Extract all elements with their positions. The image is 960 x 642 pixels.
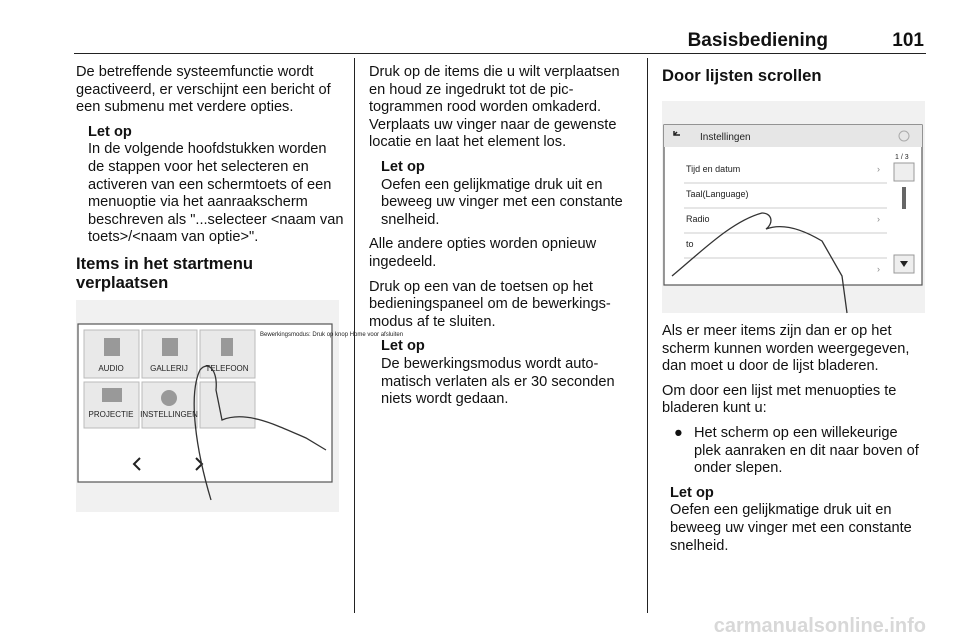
paragraph: Alle andere opties worden opnieuw ingedeeld. xyxy=(369,236,597,270)
tile-label: AUDIO xyxy=(98,363,124,373)
column-1 xyxy=(76,64,404,522)
tile-label: TELEFOON xyxy=(205,363,249,373)
list-item: Tijd en datum xyxy=(686,164,741,174)
column-3 xyxy=(662,64,928,562)
paragraph: De betreffende systeemfunctie wordt geactiveerd, er verschijnt een bericht of een submenu met verdere opties. xyxy=(76,64,331,116)
photo-icon xyxy=(162,338,178,356)
chevron-right-icon: › xyxy=(877,214,880,224)
list-item xyxy=(662,425,928,478)
chevron-right-icon: › xyxy=(877,164,880,174)
bullet-text: Het scherm op een willekeurige plek aanraken en dit naar boven of onder slepen. xyxy=(694,424,919,477)
phone-icon xyxy=(221,338,233,356)
column-divider-2 xyxy=(647,58,648,613)
note-text: De bewerkingsmodus wordt automatisch verlaten als er 30 seconden niets wordt gedaan. xyxy=(381,355,615,408)
note-box xyxy=(381,159,635,229)
chevron-right-icon: › xyxy=(877,264,880,274)
note-text: Oefen een gelijkmatige druk uit en beweeg uw vinger met een constante snelheid. xyxy=(670,502,912,554)
music-icon xyxy=(104,338,120,356)
tile-label: GALLERIJ xyxy=(150,363,188,373)
tile-label: INSTELLINGEN xyxy=(140,409,198,419)
paragraph: Druk op de items die u wilt verplaatsen en houd ze ingedrukt tot de pictogrammen rood worden omkaderd. Verplaats uw vinger naar de gewenste locatie en laat het element los. xyxy=(369,64,620,151)
page-indicator: 1 / 3 xyxy=(895,154,909,161)
note-box xyxy=(670,485,928,555)
list-item: to xyxy=(686,239,694,249)
page-section-title: Basisbediening xyxy=(687,30,828,51)
note-text: Oefen een gelijkmatige druk uit en beweeg uw vinger met een constante snelheid. xyxy=(381,176,623,228)
watermark: carmanualsonline.info xyxy=(713,615,926,637)
list-item: Radio xyxy=(686,214,710,224)
header-rule xyxy=(74,53,926,54)
note-box xyxy=(88,124,344,247)
note-heading: Let op xyxy=(88,123,132,140)
note-heading: Let op xyxy=(381,158,425,175)
page-number: 101 xyxy=(892,30,924,51)
section-heading: Door lijsten scrollen xyxy=(662,66,822,85)
section-heading: Items in het startmenu verplaatsen xyxy=(76,253,254,292)
bullet-dot: ● xyxy=(674,424,683,441)
edit-mode-hint: Bewerkingsmodus: Druk op knop Home voor afsluiten xyxy=(260,331,404,338)
note-box xyxy=(381,338,635,408)
tile-label: PROJECTIE xyxy=(88,409,134,419)
scrollbar-thumb xyxy=(902,187,906,209)
projection-icon xyxy=(102,388,122,402)
note-heading: Let op xyxy=(381,338,425,355)
tile-empty xyxy=(200,382,255,428)
scroll-up-button xyxy=(894,163,914,181)
screen-title: Instellingen xyxy=(700,132,751,143)
note-text: In de volgende hoofdstukken worden de stappen voor het selecteren en activeren van een schermtoets of een menuoptie via het aanraakscherm beschreven als "...selecteer <naam van toets>/<naam van optie>". xyxy=(88,141,344,246)
paragraph: Druk op een van de toetsen op het bedieningspaneel om de bewerkingsmodus af te sluiten. xyxy=(369,278,611,330)
column-2 xyxy=(369,64,635,416)
list-item: Taal(Language) xyxy=(686,189,749,199)
paragraph: Om door een lijst met menuopties te bladeren kunt u: xyxy=(662,382,897,417)
note-heading: Let op xyxy=(670,484,714,501)
gear-icon xyxy=(161,390,177,406)
list-scroll-figure xyxy=(662,101,925,313)
paragraph: Als er meer items zijn dan er op het scherm kunnen worden weergegeven, dan moet u door de lijst bladeren. xyxy=(662,323,910,375)
